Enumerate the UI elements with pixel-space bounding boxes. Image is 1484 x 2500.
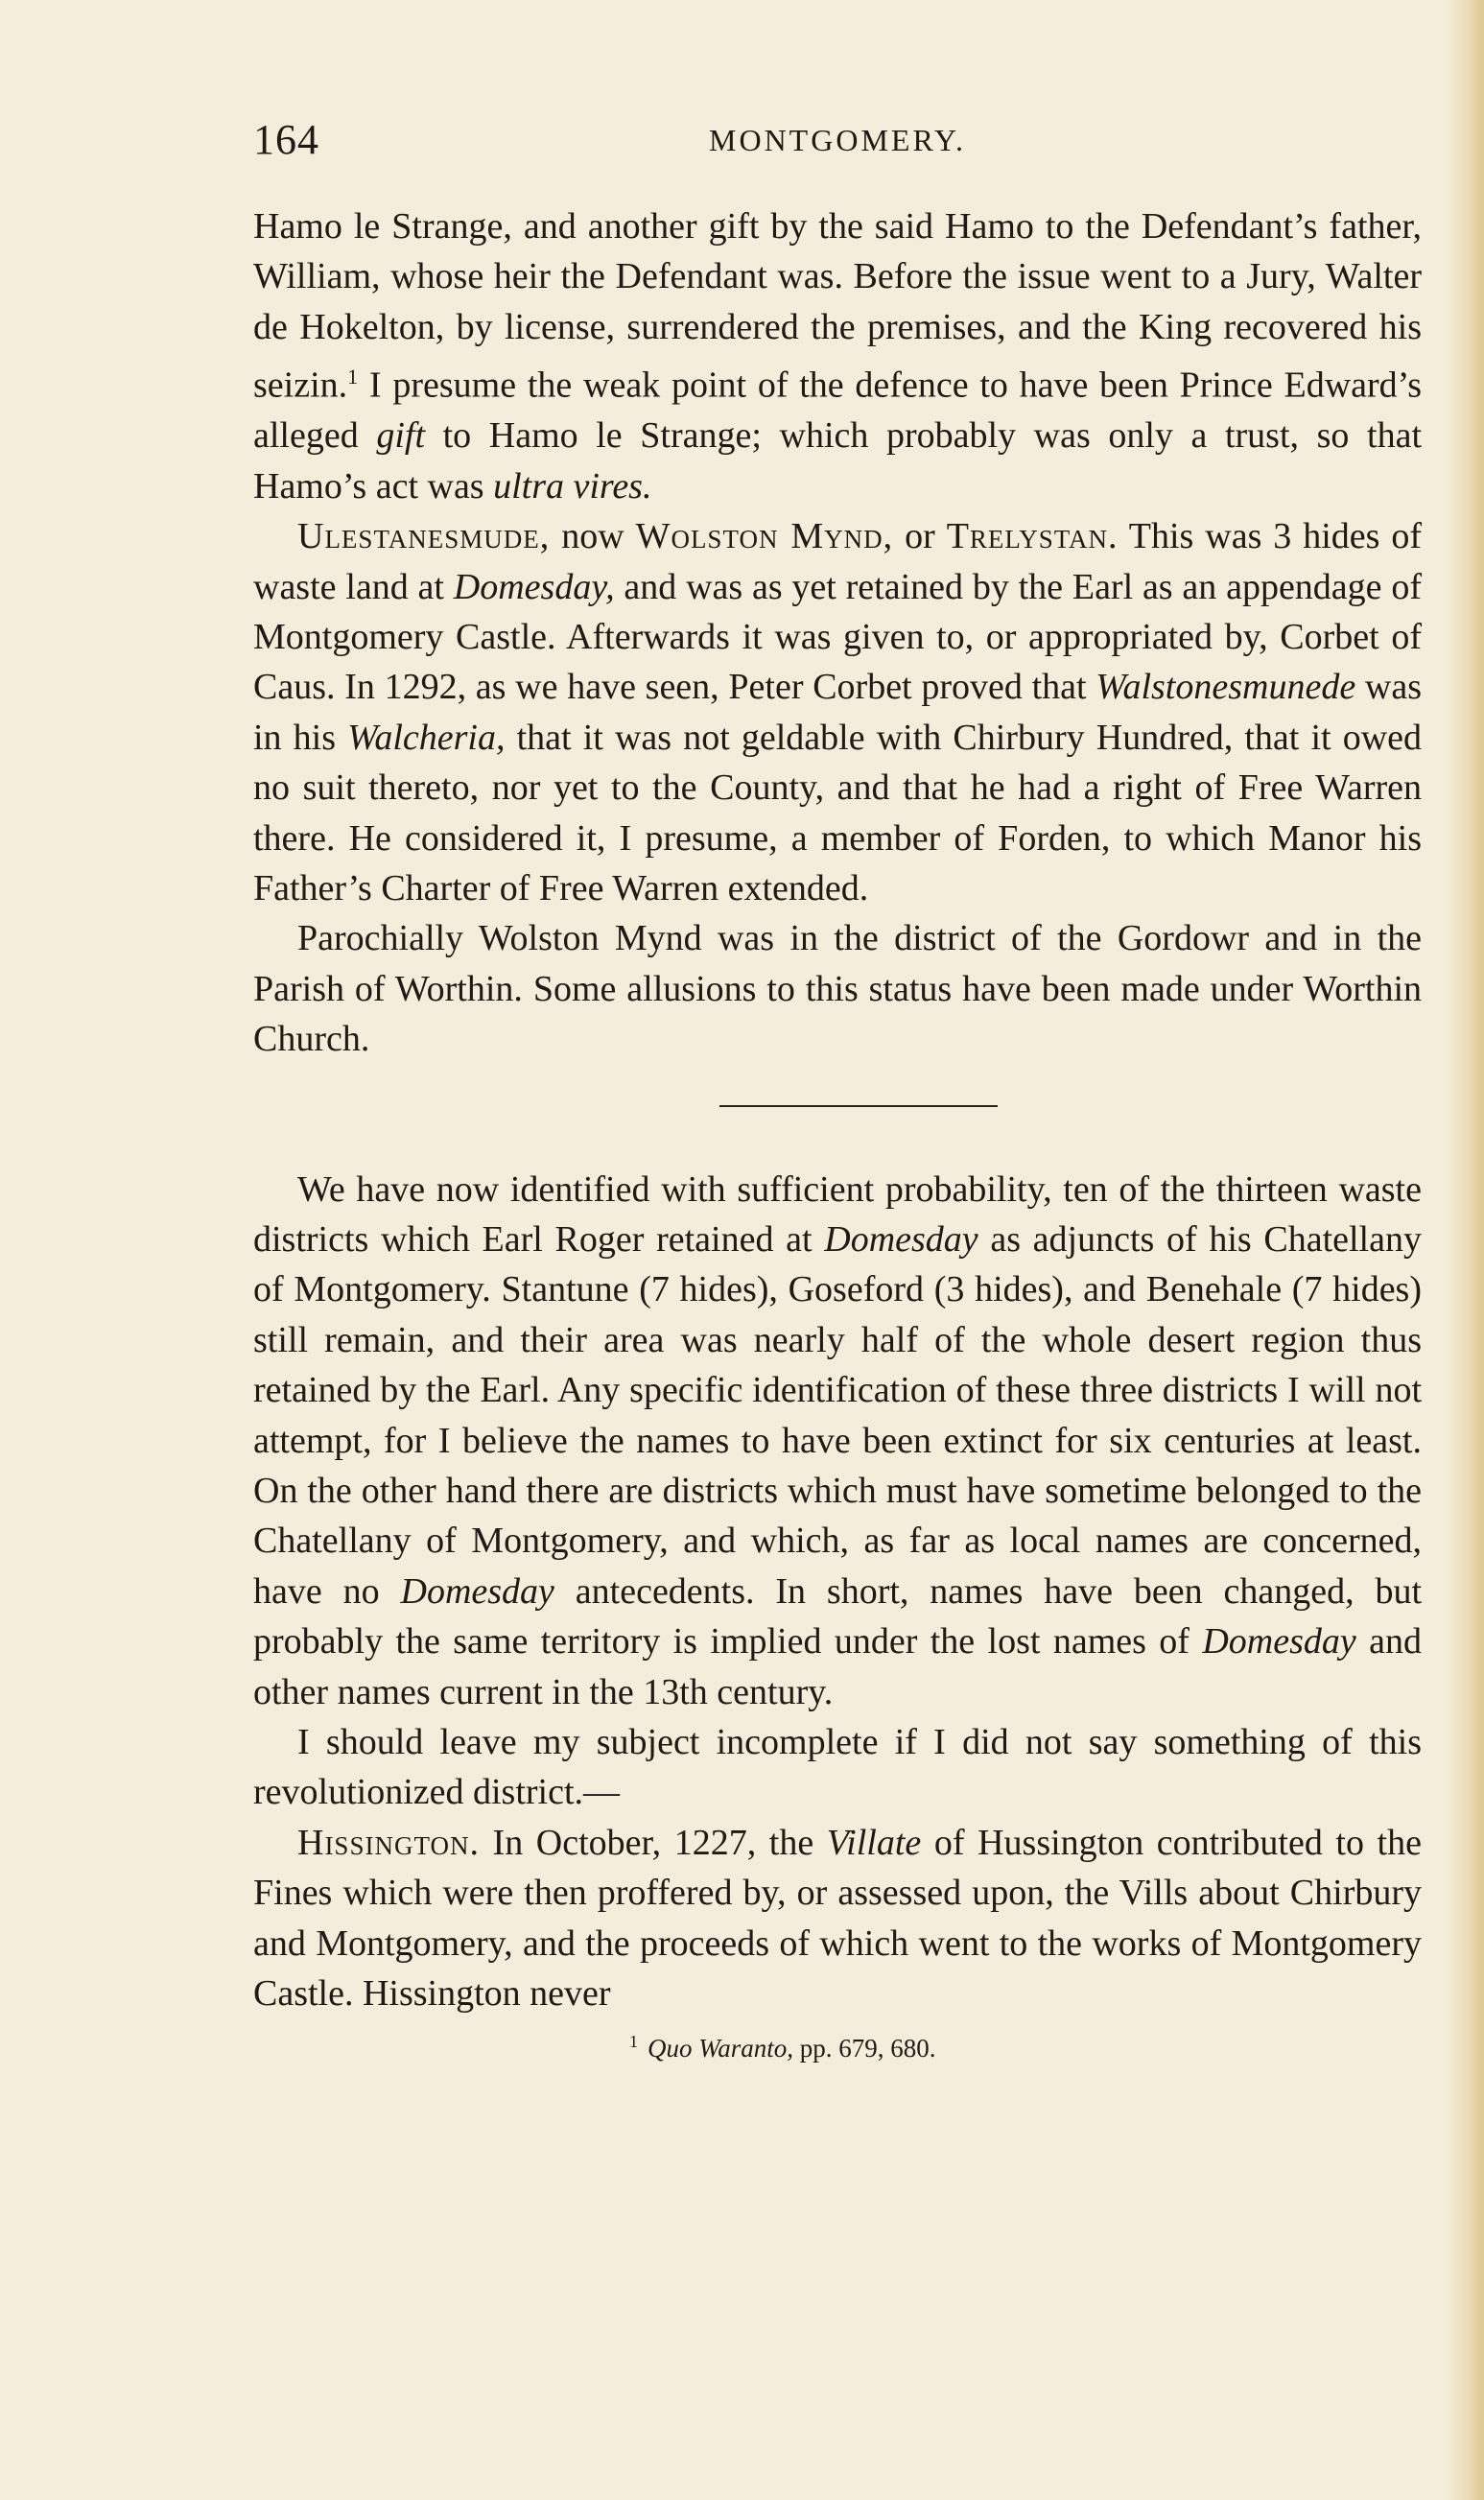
page-header bbox=[253, 96, 1422, 173]
text-run: to Hamo le Strange; which probably was only a trust, so that Hamo’s act was bbox=[253, 415, 1423, 507]
small-caps-run: Trelystan. bbox=[946, 516, 1119, 557]
italic-run: Domesday bbox=[1202, 1621, 1356, 1663]
small-caps-run: Wolston Mynd, bbox=[635, 516, 894, 557]
text-run: or bbox=[893, 516, 947, 557]
footnote-italic: Quo Waranto, bbox=[648, 2034, 794, 2064]
italic-run: Domesday bbox=[400, 1570, 554, 1612]
text-run: This was 3 hides of waste land at bbox=[253, 516, 1422, 607]
italic-run: gift bbox=[376, 415, 426, 457]
text-run: now bbox=[550, 516, 636, 557]
text-run: We have now identified with sufficient probability, ten of the thirteen waste districts which Earl Roger retained at bbox=[253, 1168, 1422, 1260]
text-run: antecedents. In short, names have been changed, but probably the same territory is implied under the lost names of bbox=[253, 1570, 1423, 1663]
paragraph-hissington bbox=[253, 1818, 1422, 2019]
paragraph-ulestanesmude bbox=[253, 511, 1422, 913]
text-run: was in his bbox=[253, 667, 1423, 758]
page-edge-shadow bbox=[1446, 0, 1484, 2500]
paragraph-hamo bbox=[253, 201, 1422, 511]
text-run: In October, 1227, the bbox=[479, 1822, 827, 1863]
italic-run: Walcheria, bbox=[347, 717, 506, 758]
paragraph-parochially: Parochially Wolston Mynd was in the district of the Gordowr and in the Parish of Worthin. Some allusions to this status have been made under Worthin Church. bbox=[253, 918, 1422, 1060]
section-separator bbox=[253, 1065, 1422, 1165]
italic-run: Villate bbox=[826, 1822, 922, 1863]
footnote bbox=[629, 2024, 1422, 2065]
text-run: as adjuncts of his Chatellany of Montgomery. Stantune (7 hides), Goseford (3 hides), and Benehale (7 hides) still remain, and their area was nearly half of the whole desert region thus retained by the Earl. Any specific identification of these three districts I will not attempt, for I believe the names to have been extinct for six centuries at least. On the other hand there are districts which must have sometime belonged to the Chatellany of Montgomery, and which, as far as local names are concerned, have no bbox=[253, 1218, 1422, 1612]
text-run: I presume the weak point of the defence to have been Prince Edward’s alleged bbox=[253, 365, 1422, 457]
book-page bbox=[253, 96, 1422, 2065]
small-caps-run: Ulestanesmude, bbox=[297, 516, 551, 557]
text-run: Hamo le Strange, and another gift by the said Hamo to the Defendant’s father, William, whose heir the Defendant was. Before the issue went to a Jury, Walter de Hokelton, by license, surrendered the premises, and the King recovered his seizin. bbox=[253, 206, 1422, 406]
body-text bbox=[253, 201, 1422, 2018]
separator-rule bbox=[719, 1105, 998, 1107]
footnote-ref: 1 bbox=[347, 365, 359, 389]
italic-run: Walstonesmunede bbox=[1095, 667, 1356, 708]
text-run: that it was not geldable with Chirbury Hundred, that it owed no suit thereto, nor yet to the County, and that he had a right of Free Warren there. He considered it, I presume, a member of Forden, to which Manor his Father’s Charter of Free Warren extended. bbox=[253, 717, 1423, 908]
text-run: and was as yet retained by the Earl as an appendage of Montgomery Castle. Afterwards it was given to, or appropriated by, Corbet of Caus. In 1292, as we have seen, Peter Corbet proved that bbox=[253, 566, 1422, 708]
italic-run: ultra vires. bbox=[493, 465, 652, 507]
italic-run: Domesday bbox=[824, 1218, 978, 1260]
page-number: 164 bbox=[253, 116, 319, 163]
small-caps-run: Hissington. bbox=[297, 1822, 480, 1863]
footnote-marker: 1 bbox=[629, 2032, 638, 2052]
paragraph-incomplete: I should leave my subject incomplete if I did not say something of this revolutionized district.— bbox=[253, 1722, 1422, 1813]
footnote-text: pp. 679, 680. bbox=[793, 2034, 936, 2064]
text-run: of Hussington contributed to the Fines which were then proffered by, or assessed upon, the Vills about Chirbury and Montgomery, and the proceeds of which went to the works of Montgomery Castle. Hissington never bbox=[253, 1822, 1422, 2015]
text-run: and other names current in the 13th century. bbox=[253, 1621, 1423, 1712]
italic-run: Domesday, bbox=[453, 566, 615, 607]
paragraph-identified bbox=[253, 1165, 1422, 1717]
running-title: MONTGOMERY. bbox=[709, 123, 966, 157]
